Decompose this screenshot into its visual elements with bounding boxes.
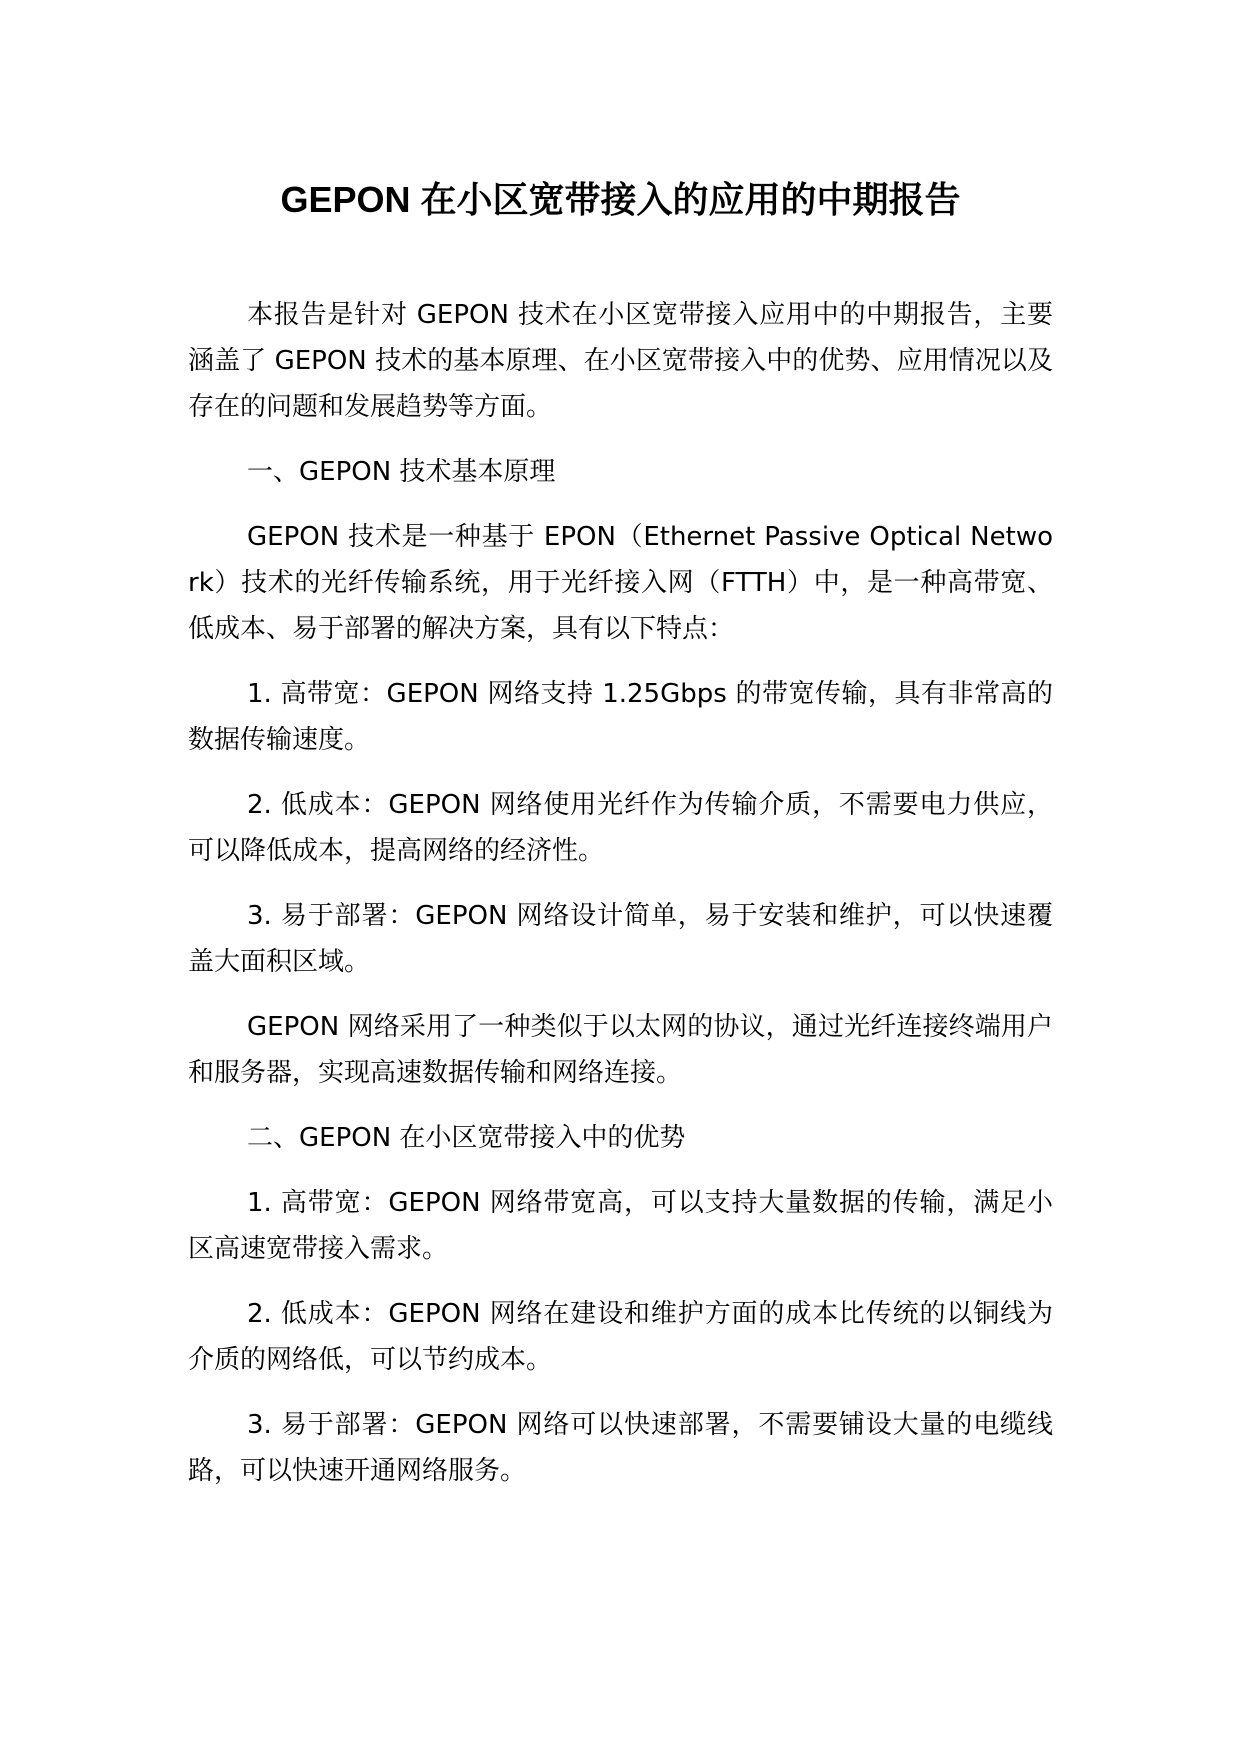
paragraph-protocol: GEPON 网络采用了一种类似于以太网的协议，通过光纤连接终端用户和服务器，实现高速数据传输和网络连接。 xyxy=(188,1012,1053,1088)
section-heading-advantages: 二、GEPON 在小区宽带接入中的优势 xyxy=(247,1123,686,1153)
paragraph-intro: 本报告是针对 GEPON 技术在小区宽带接入应用中的中期报告，主要涵盖了 GEPON 技术的基本原理、在小区宽带接入中的优势、应用情况以及存在的问题和发展趋势等方面。 xyxy=(188,300,1053,422)
paragraph-principle: GEPON 技术是一种基于 EPON（Ethernet Passive Optical Network）技术的光纤传输系统，用于光纤接入网（FTTH）中，是一种高带宽、低成本、易于部署的解决方案，具有以下特点： xyxy=(188,522,1053,644)
list-item-deploy: 3. 易于部署：GEPON 网络设计简单，易于安装和维护，可以快速覆盖大面积区域。 xyxy=(188,901,1053,977)
advantage-item-deploy: 3. 易于部署：GEPON 网络可以快速部署，不需要铺设大量的电缆线路，可以快速开通网络服务。 xyxy=(188,1410,1053,1486)
list-item-cost: 2. 低成本：GEPON 网络使用光纤作为传输介质，不需要电力供应，可以降低成本，提高网络的经济性。 xyxy=(188,790,1053,866)
document-title: GEPON 在小区宽带接入的应用的中期报告 xyxy=(280,179,961,220)
document-body xyxy=(188,292,1053,1513)
advantage-item-bandwidth: 1. 高带宽：GEPON 网络带宽高，可以支持大量数据的传输，满足小区高速宽带接入需求。 xyxy=(188,1188,1053,1264)
list-item-bandwidth: 1. 高带宽：GEPON 网络支持 1.25Gbps 的带宽传输，具有非常高的数据传输速度。 xyxy=(188,679,1053,755)
document-page xyxy=(188,0,1053,1754)
advantage-item-cost: 2. 低成本：GEPON 网络在建设和维护方面的成本比传统的以铜线为介质的网络低，可以节约成本。 xyxy=(188,1299,1053,1375)
section-heading-principle: 一、GEPON 技术基本原理 xyxy=(247,457,556,487)
